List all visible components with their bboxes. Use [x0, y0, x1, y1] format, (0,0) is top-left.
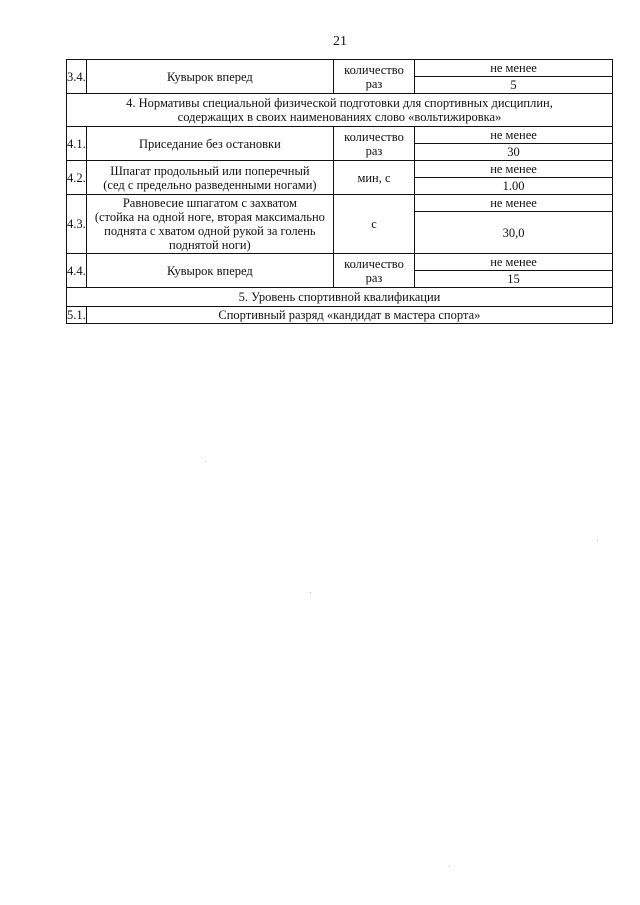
exercise-name-line: поднята с хватом одной рукой за голень	[104, 224, 316, 238]
unit-cell	[334, 60, 415, 94]
unit-line: раз	[365, 270, 383, 285]
qualifier-cell: не менее	[415, 127, 613, 144]
value-cell: 30,0	[415, 212, 613, 254]
exercise-name-line: (стойка на одной ноге, вторая максимально	[94, 210, 325, 224]
scan-speck	[310, 592, 311, 593]
row-number: 4.3.	[67, 195, 87, 254]
unit-line: количество	[344, 129, 404, 144]
value-cell: 15	[415, 271, 613, 288]
qualifier-cell: не менее	[415, 60, 613, 77]
row-number: 3.4.	[67, 60, 87, 94]
exercise-name-line: (сед с предельно разведенными ногами)	[103, 177, 317, 192]
section-header-row	[67, 288, 613, 307]
unit-line: раз	[365, 143, 383, 158]
exercise-name	[86, 195, 333, 254]
norms-table	[66, 59, 613, 324]
unit-cell: мин, с	[334, 161, 415, 195]
table-row	[67, 254, 613, 271]
page-number: 21	[333, 34, 347, 49]
unit-line: раз	[365, 76, 383, 91]
exercise-name: Кувырок вперед	[86, 254, 333, 288]
unit-cell: с	[334, 195, 415, 254]
section-5-title: 5. Уровень спортивной квалификации	[67, 288, 613, 307]
value-cell: 5	[415, 77, 613, 94]
exercise-name-line: Равновесие шпагатом с захватом	[122, 196, 297, 210]
scan-speck	[597, 540, 598, 541]
table-row	[67, 127, 613, 144]
table-row	[67, 195, 613, 212]
scan-speck	[449, 866, 450, 867]
section-4-title	[67, 94, 613, 127]
exercise-name: Кувырок вперед	[86, 60, 333, 94]
unit-cell	[334, 254, 415, 288]
table-row	[67, 60, 613, 77]
table-row	[67, 161, 613, 178]
exercise-name	[86, 161, 333, 195]
unit-line: количество	[344, 62, 404, 77]
exercise-name-line: Шпагат продольный или поперечный	[110, 163, 310, 178]
unit-cell	[334, 127, 415, 161]
value-cell: 1.00	[415, 178, 613, 195]
row-number: 4.1.	[67, 127, 87, 161]
row-number: 4.4.	[67, 254, 87, 288]
unit-line: количество	[344, 256, 404, 271]
exercise-name-line: поднятой ноги)	[169, 238, 251, 252]
section-header-row	[67, 94, 613, 127]
exercise-name: Приседание без остановки	[86, 127, 333, 161]
value-cell: 30	[415, 144, 613, 161]
row-number: 5.1.	[67, 308, 86, 322]
row-number: 4.2.	[67, 161, 87, 195]
scan-speck	[205, 461, 206, 462]
qualifier-cell: не менее	[415, 195, 613, 212]
qualifier-cell: не менее	[415, 254, 613, 271]
qualification-name: Спортивный разряд «кандидат в мастера спорта»	[86, 307, 612, 324]
qualifier-cell: не менее	[415, 161, 613, 178]
section-title-line: содержащих в своих наименованиях слово «вольтижировка»	[177, 110, 502, 124]
table-row	[67, 307, 613, 324]
section-title-line: 4. Нормативы специальной физической подготовки для спортивных дисциплин,	[126, 96, 553, 110]
